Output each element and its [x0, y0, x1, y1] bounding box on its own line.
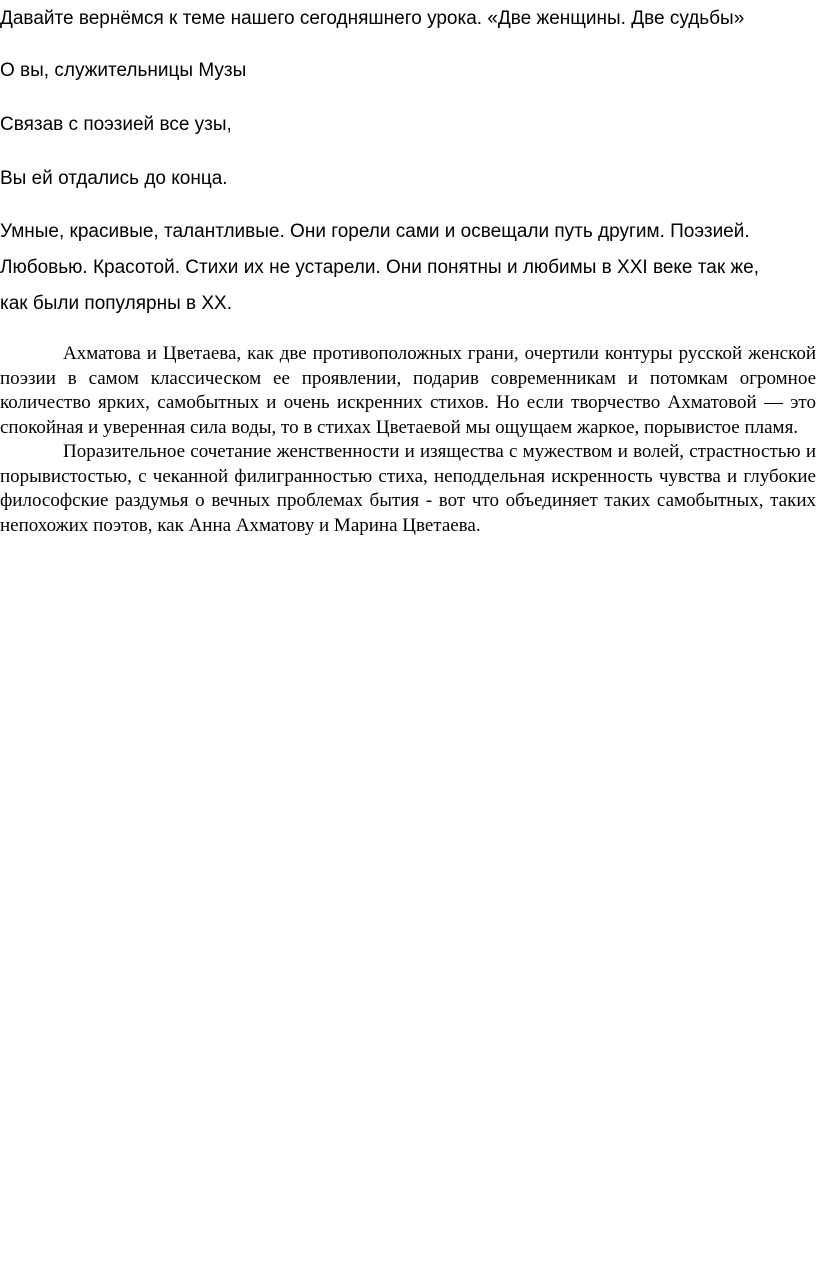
verse-line-2: Связав с поэзией все узы, — [0, 114, 232, 135]
praise-line-2: Любовью. Красотой. Стихи их не устарели. Они понятны и любимы в XXI веке так же, — [0, 257, 759, 278]
intro-line: Давайте вернёмся к теме нашего сегодняшнего урока. «Две женщины. Две судьбы» — [0, 8, 745, 29]
verse-line-3: Вы ей отдались до конца. — [0, 168, 228, 189]
essay-paragraph-2: Поразительное сочетание женственности и изящества с мужеством и волей, страстностью и порывистостью, с чеканной филигранностью стиха, неподдельная искренность чувства и глубокие философские раздумья о вечных проблемах бытия - вот что объединяет таких самобытных, таких непохожих поэтов, как Анна Ахматову и Марина Цветаева. — [0, 441, 816, 536]
verse-line-1: О вы, служительницы Музы — [0, 60, 247, 81]
praise-line-3: как были популярны в XX. — [0, 293, 232, 314]
essay-paragraph-1: Ахматова и Цветаева, как две противоположных грани, очертили контуры русской женской поэзии в самом классическом ее проявлении, подарив современникам и потомкам огромное количество ярких, самобытных и очень искренних стихов. Но если творчество Ахматовой — это спокойная и уверенная сила воды, то в стихах Цветаевой мы ощущаем жаркое, порывистое пламя. — [0, 343, 816, 438]
praise-paragraph — [0, 214, 816, 322]
praise-line-1: Умные, красивые, талантливые. Они горели сами и освещали путь другим. Поэзией. — [0, 221, 750, 242]
essay-section — [0, 342, 816, 538]
